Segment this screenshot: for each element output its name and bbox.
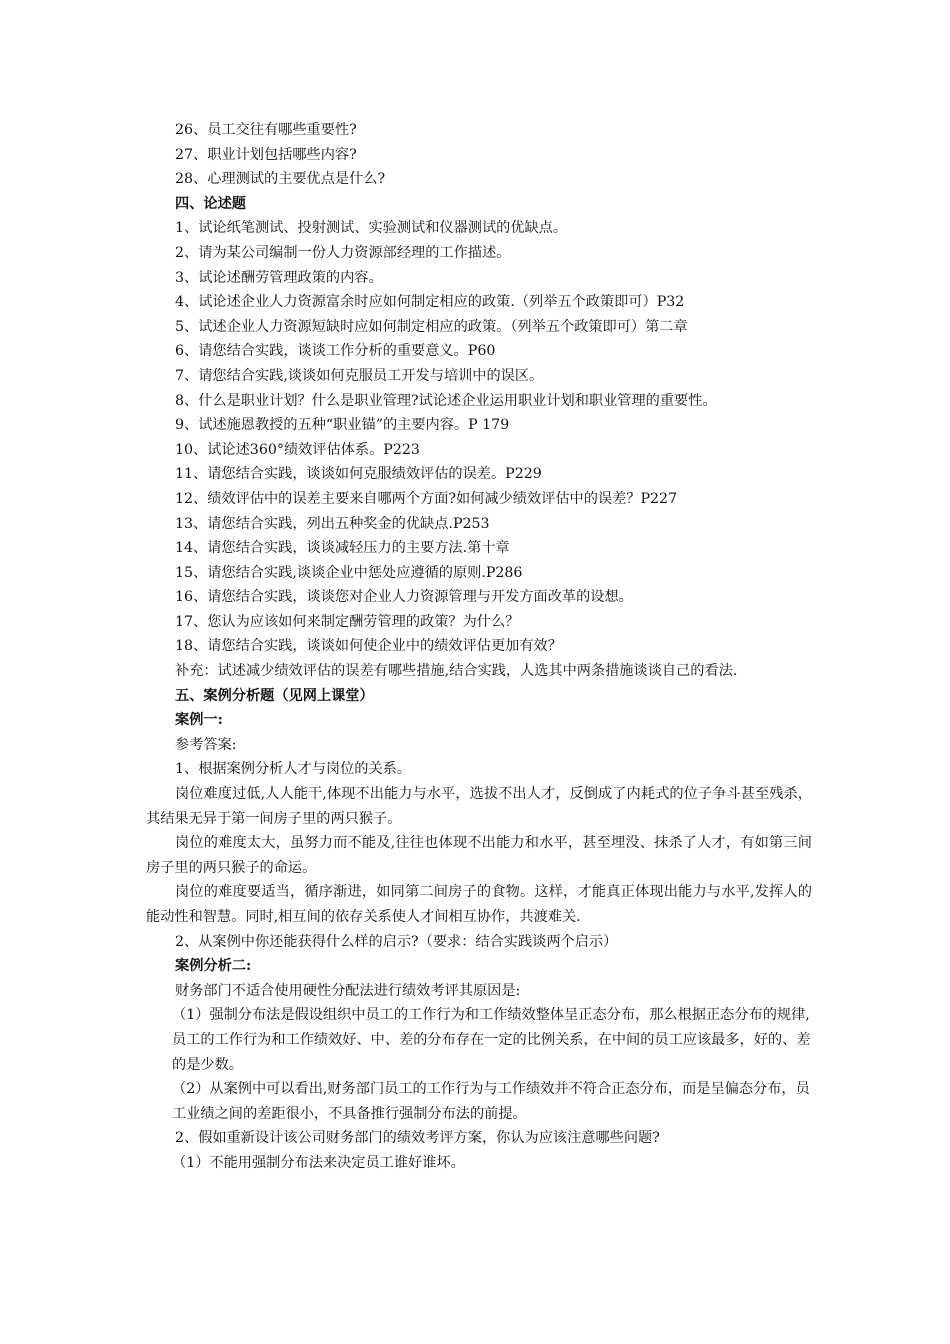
essay-question-5: 5、试述企业人力资源短缺时应如何制定相应的政策。（列举五个政策即可）第二章 (175, 318, 688, 335)
case-1-paragraph: 岗位的难度太大，虽努力而不能及,往往也体现不出能力和水平，甚至埋没、抹杀了人才，有如第三间房子里的两只猴子的命运。 (146, 835, 812, 876)
case-1-reference-label: 参考答案: (175, 736, 237, 753)
case-1-heading: 案例一: (175, 712, 223, 729)
essay-question-11: 11、请您结合实践，谈谈如何克服绩效评估的误差。P229 (175, 466, 542, 483)
question-27: 27、职业计划包括哪些内容? (175, 146, 357, 163)
essay-question-18: 18、请您结合实践，谈谈如何使企业中的绩效评估更加有效？ (175, 638, 562, 655)
document-page (146, 118, 812, 1176)
essay-question-16: 16、请您结合实践，谈谈您对企业人力资源管理与开发方面改革的设想。 (175, 589, 633, 606)
supplement-paragraph: 补充：试述减少绩效评估的误差有哪些措施,结合实践，人选其中两条措施谈谈自己的看法. (175, 663, 738, 680)
essay-question-2: 2、请为某公司编制一份人力资源部经理的工作描述。 (175, 244, 511, 261)
case-2-answer-1: （1）不能用强制分布法来决定员工谁好谁坏。 (172, 1154, 465, 1171)
essay-question-9: 9、试述施恩教授的五种“职业锚”的主要内容。P 179 (175, 417, 510, 434)
essay-question-6: 6、请您结合实践，谈谈工作分析的重要意义。P60 (175, 343, 496, 360)
essay-question-7: 7、请您结合实践,谈谈如何克服员工开发与培训中的误区。 (175, 367, 544, 384)
case-2-question-2: 2、假如重新设计该公司财务部门的绩效考评方案，你认为应该注意哪些问题? (175, 1130, 660, 1147)
case-1-question-1: 1、根据案例分析人才与岗位的关系。 (175, 761, 412, 778)
essay-question-10: 10、试论述360°绩效评估体系。P223 (175, 441, 420, 458)
essay-question-13: 13、请您结合实践，列出五种奖金的优缺点.P253 (175, 515, 490, 532)
case-2-point: （2）从案例中可以看出,财务部门员工的工作行为与工作绩效并不符合正态分布，而是呈偏态分布，员工业绩之间的差距很小，不具备推行强制分布法的前提。 (172, 1081, 810, 1122)
section-4-heading: 四、论述题 (175, 195, 246, 212)
case-2-point: （1）强制分布法是假设组织中员工的工作行为和工作绩效整体呈正态分布，那么根据正态分布的规律,员工的工作行为和工作绩效好、中、差的分布存在一定的比例关系，在中间的员工应该最多，好的、差的是少数。 (172, 1007, 811, 1073)
essay-question-15: 15、请您结合实践,谈谈企业中惩处应遵循的原则.P286 (175, 564, 523, 581)
essay-question-3: 3、试论述酬劳管理政策的内容。 (175, 269, 383, 286)
case-2-intro: 财务部门不适合使用硬性分配法进行绩效考评其原因是: (175, 982, 521, 999)
case-2-heading: 案例分析二: (175, 958, 252, 975)
case-1-paragraph: 岗位难度过低,人人能干,体现不出能力与水平，选拔不出人才，反倒成了内耗式的位子争斗甚至残杀，其结果无异于第一间房子里的两只猴子。 (146, 786, 812, 827)
section-5-heading: 五、案例分析题（见网上课堂） (175, 687, 374, 704)
essay-question-1: 1、试论纸笔测试、投射测试、实验测试和仪器测试的优缺点。 (175, 220, 568, 237)
essay-question-17: 17、您认为应该如何来制定酬劳管理的政策？为什么？ (175, 613, 520, 630)
case-1-question-2: 2、从案例中你还能获得什么样的启示?（要求：结合实践谈两个启示） (175, 933, 618, 950)
question-28: 28、心理测试的主要优点是什么? (175, 171, 386, 188)
essay-question-8: 8、什么是职业计划？什么是职业管理?试论述企业运用职业计划和职业管理的重要性。 (175, 392, 717, 409)
essay-question-14: 14、请您结合实践，谈谈减轻压力的主要方法.第十章 (175, 540, 510, 557)
question-26: 26、员工交往有哪些重要性? (175, 122, 357, 138)
essay-question-12: 12、绩效评估中的误差主要来自哪两个方面?如何减少绩效评估中的误差？P227 (175, 490, 678, 507)
case-1-paragraph: 岗位的难度要适当，循序渐进，如同第二间房子的食物。这样，才能真正体现出能力与水平,发挥人的能动性和智慧。同时,相互间的依存关系使人才间相互协作，共渡难关. (146, 884, 812, 925)
essay-question-4: 4、试论述企业人力资源富余时应如何制定相应的政策.（列举五个政策即可）P32 (175, 294, 685, 311)
